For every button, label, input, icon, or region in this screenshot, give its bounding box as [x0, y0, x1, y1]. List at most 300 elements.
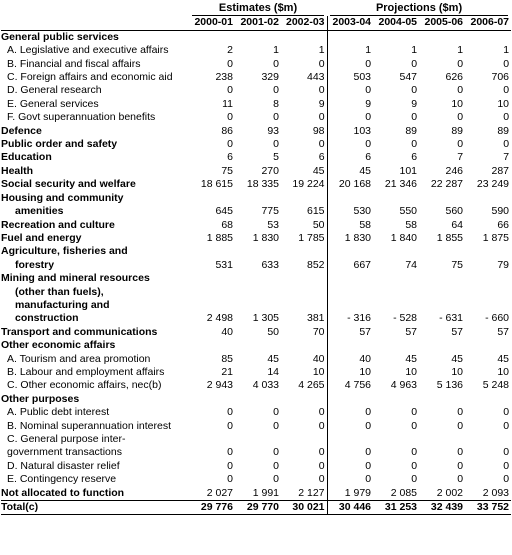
value-cell: 53	[267, 218, 279, 231]
row-label: D. Natural disaster relief	[7, 459, 120, 472]
value-cell: 58	[327, 219, 373, 232]
value-cell: 45	[312, 164, 325, 177]
table-row	[1, 326, 511, 339]
value-cell: 10	[405, 365, 418, 378]
value-cell: 0	[227, 138, 233, 151]
table-row	[1, 30, 511, 44]
value-cell	[189, 192, 235, 205]
value-cell: 21 346	[384, 178, 418, 191]
year-header: 2002-03	[281, 16, 327, 30]
value-cell: 0	[411, 419, 418, 432]
year-header: 2004-05	[373, 16, 419, 30]
table-row	[1, 473, 511, 486]
value-cell: 93	[267, 124, 279, 137]
table-body	[1, 30, 511, 515]
value-cell: 775	[261, 205, 279, 218]
value-cell	[465, 339, 511, 352]
year-header: 2003-04	[327, 16, 373, 30]
value-cell	[373, 286, 419, 299]
year-header: 2000-01	[189, 16, 235, 30]
table-row	[1, 487, 511, 501]
value-cell: 1 305	[252, 312, 279, 325]
value-cell: 0	[318, 459, 325, 472]
value-cell: 0	[227, 111, 233, 124]
value-cell	[373, 393, 419, 406]
value-cell: 103	[327, 125, 373, 138]
value-cell: 9	[327, 98, 373, 111]
value-cell: 645	[215, 205, 233, 218]
value-cell: 667	[327, 259, 373, 272]
value-cell: 0	[318, 111, 325, 124]
value-cell: 58	[405, 218, 418, 231]
value-cell: 0	[273, 419, 279, 432]
value-cell: 33 752	[465, 501, 511, 515]
value-cell	[281, 272, 327, 285]
value-cell: 0	[411, 473, 418, 486]
value-cell: 1	[457, 44, 464, 57]
value-cell: 0	[411, 406, 418, 419]
value-cell: 530	[327, 205, 373, 218]
row-label: amenities	[15, 205, 64, 218]
value-cell: 1 840	[390, 231, 418, 244]
value-cell	[327, 299, 373, 312]
value-cell: 1	[503, 44, 510, 57]
table-row	[1, 299, 511, 312]
value-cell	[465, 192, 511, 205]
value-cell: 1	[327, 44, 373, 57]
value-cell: 23 249	[476, 178, 510, 191]
value-cell	[281, 245, 327, 258]
value-cell: 2	[227, 44, 233, 57]
table-row	[1, 406, 511, 419]
value-cell: 1	[318, 44, 325, 57]
value-cell: 0	[227, 473, 233, 486]
value-cell: 75	[451, 258, 464, 271]
value-cell	[235, 272, 281, 285]
row-label: A. Legislative and executive affairs	[7, 44, 169, 57]
value-cell: 0	[227, 84, 233, 97]
value-cell: - 316	[327, 312, 373, 325]
value-cell	[419, 245, 465, 258]
value-cell: 7	[457, 151, 464, 164]
row-label: Social security and welfare	[1, 178, 136, 191]
table-row	[1, 165, 511, 178]
value-cell	[327, 339, 373, 352]
value-cell: 57	[451, 325, 464, 338]
value-cell: 40	[327, 353, 373, 366]
value-cell: - 528	[393, 312, 418, 325]
value-cell: 590	[491, 205, 510, 218]
year-header-row	[1, 16, 511, 30]
value-cell	[189, 272, 235, 285]
value-cell: 6	[227, 151, 233, 164]
value-cell: 20 168	[327, 178, 373, 191]
value-cell: 0	[318, 138, 325, 151]
value-cell: 0	[227, 57, 233, 70]
value-cell	[281, 433, 327, 446]
value-cell: 68	[221, 218, 233, 231]
value-cell: 2 085	[390, 486, 418, 499]
value-cell: 0	[503, 111, 510, 124]
value-cell: 0	[227, 419, 233, 432]
value-cell: 1 991	[252, 486, 279, 499]
value-cell: 2 093	[482, 486, 510, 499]
value-cell: 0	[318, 419, 325, 432]
value-cell: 5 136	[436, 379, 464, 392]
row-label: C. Foreign affairs and economic aid	[7, 71, 173, 84]
value-cell: 40	[221, 325, 233, 338]
value-cell: 1 885	[206, 231, 233, 244]
value-cell: 1 830	[252, 231, 279, 244]
value-cell	[235, 245, 281, 258]
value-cell: 4 033	[252, 379, 279, 392]
value-cell: 4 265	[298, 379, 325, 392]
value-cell: - 660	[485, 312, 510, 325]
value-cell: 45	[327, 165, 373, 178]
value-cell: 626	[445, 71, 464, 84]
row-label: E. Contingency reserve	[7, 473, 117, 486]
value-cell: 0	[411, 446, 418, 459]
value-cell: 1	[411, 44, 418, 57]
value-cell: 0	[273, 446, 279, 459]
value-cell: 19 224	[292, 178, 325, 191]
value-cell	[327, 393, 373, 406]
value-cell: 531	[215, 258, 233, 271]
value-cell	[281, 299, 327, 312]
value-cell: 29 776	[189, 501, 235, 515]
row-label: C. Other economic affairs, nec(b)	[7, 379, 162, 392]
value-cell: 0	[457, 446, 464, 459]
value-cell: 10	[451, 97, 464, 110]
value-cell	[189, 245, 235, 258]
year-header: 2005-06	[419, 16, 465, 30]
value-cell: 9	[318, 97, 325, 110]
row-label: F. Govt superannuation benefits	[7, 111, 156, 124]
value-cell	[419, 339, 465, 352]
value-cell: 50	[312, 218, 325, 231]
value-cell: 0	[457, 138, 464, 151]
value-cell: 0	[457, 406, 464, 419]
value-cell: 0	[503, 473, 510, 486]
value-cell: 98	[312, 124, 325, 137]
value-cell: 0	[227, 446, 233, 459]
value-cell: 11	[222, 97, 233, 110]
table-row	[1, 98, 511, 111]
row-label: Mining and mineral resources	[1, 272, 150, 285]
value-cell: 0	[503, 446, 510, 459]
table-row	[1, 420, 511, 433]
value-cell: 75	[221, 164, 233, 177]
value-cell: 89	[405, 124, 418, 137]
table-row	[1, 446, 511, 459]
value-cell	[189, 286, 235, 299]
value-cell: 0	[327, 473, 373, 486]
value-cell	[327, 272, 373, 285]
value-cell: 0	[411, 459, 418, 472]
row-label: Public order and safety	[1, 138, 118, 151]
value-cell: 50	[267, 325, 279, 338]
value-cell: 0	[327, 420, 373, 433]
value-cell: 2 027	[206, 486, 233, 499]
value-cell: 4 756	[327, 379, 373, 392]
value-cell: 2 498	[206, 312, 233, 325]
value-cell: 0	[457, 473, 464, 486]
value-cell: 0	[411, 138, 418, 151]
value-cell: 0	[457, 111, 464, 124]
value-cell	[373, 192, 419, 205]
value-cell: 287	[491, 164, 510, 177]
value-cell: 30 021	[281, 501, 327, 515]
table-row	[1, 138, 511, 151]
value-cell: 0	[273, 111, 279, 124]
value-cell: 0	[227, 459, 233, 472]
row-label: Housing and community	[1, 191, 124, 204]
value-cell: 0	[318, 406, 325, 419]
value-cell	[419, 393, 465, 406]
row-label: Education	[1, 151, 52, 164]
value-cell: 0	[457, 84, 464, 97]
table-row	[1, 192, 511, 205]
value-cell: 10	[497, 365, 510, 378]
value-cell: 706	[491, 71, 510, 84]
value-cell: 18 335	[246, 178, 279, 191]
row-label: B. Labour and employment affairs	[7, 365, 165, 378]
value-cell	[419, 299, 465, 312]
value-cell: 1 979	[327, 487, 373, 501]
value-cell	[373, 339, 419, 352]
value-cell: 0	[503, 84, 510, 97]
value-cell: 0	[327, 446, 373, 459]
value-cell	[465, 299, 511, 312]
value-cell: 381	[307, 312, 325, 325]
value-cell	[465, 393, 511, 406]
value-cell: 1 830	[327, 232, 373, 245]
value-cell	[189, 393, 235, 406]
value-cell	[419, 286, 465, 299]
value-cell	[327, 286, 373, 299]
table-row	[1, 205, 511, 218]
value-cell: 31 253	[373, 501, 419, 515]
value-cell	[465, 272, 511, 285]
value-cell: 0	[411, 111, 418, 124]
table-row	[1, 393, 511, 406]
row-label: Other economic affairs	[1, 339, 116, 352]
value-cell	[373, 299, 419, 312]
value-cell: 633	[261, 258, 279, 271]
value-cell: 14	[267, 365, 279, 378]
table-row	[1, 151, 511, 164]
value-cell	[373, 272, 419, 285]
table-row	[1, 111, 511, 124]
row-label: General public services	[1, 30, 119, 43]
value-cell: 2 002	[436, 486, 464, 499]
value-cell: 57	[405, 325, 418, 338]
value-cell: 0	[318, 473, 325, 486]
row-label: E. General services	[7, 97, 99, 110]
value-cell: 89	[451, 124, 464, 137]
year-header: 2001-02	[235, 16, 281, 30]
value-cell: 86	[221, 124, 233, 137]
value-cell: 30 446	[327, 501, 373, 515]
value-cell: 57	[327, 326, 373, 339]
value-cell	[235, 339, 281, 352]
value-cell: 32 439	[419, 501, 465, 515]
row-label: A. Tourism and area promotion	[7, 352, 151, 365]
value-cell: 0	[273, 84, 279, 97]
value-cell: 6	[327, 151, 373, 164]
value-cell	[373, 30, 419, 44]
table-row	[1, 259, 511, 272]
value-cell: 45	[267, 352, 279, 365]
table-row	[1, 71, 511, 84]
value-cell: 10	[497, 97, 510, 110]
value-cell: 503	[327, 71, 373, 84]
table-row	[1, 178, 511, 191]
value-cell: 22 287	[430, 178, 464, 191]
value-cell: 547	[399, 71, 418, 84]
value-cell: 0	[327, 460, 373, 473]
value-cell: 0	[327, 84, 373, 97]
value-cell	[419, 272, 465, 285]
value-cell: 0	[327, 406, 373, 419]
value-cell	[235, 393, 281, 406]
table-row	[1, 433, 511, 446]
value-cell	[419, 30, 465, 44]
value-cell	[235, 286, 281, 299]
row-label: B. Nominal superannuation interest	[7, 419, 172, 432]
value-cell	[235, 433, 281, 446]
row-label: manufacturing and	[15, 298, 110, 311]
value-cell	[281, 192, 327, 205]
value-cell: 74	[405, 258, 418, 271]
value-cell: 10	[327, 366, 373, 379]
value-cell	[235, 299, 281, 312]
value-cell: 0	[273, 406, 279, 419]
value-cell: 101	[399, 164, 418, 177]
table-row	[1, 125, 511, 138]
value-cell: 64	[451, 218, 464, 231]
value-cell: 4 963	[390, 379, 418, 392]
value-cell	[235, 30, 281, 44]
row-label: Recreation and culture	[1, 218, 115, 231]
value-cell: 0	[273, 57, 279, 70]
value-cell: 1	[273, 44, 279, 57]
column-group-header-row	[1, 2, 511, 16]
estimates-group-header: Estimates ($m)	[189, 2, 327, 16]
value-cell: 0	[318, 84, 325, 97]
value-cell	[327, 245, 373, 258]
value-cell: 270	[261, 164, 279, 177]
table-row	[1, 501, 511, 515]
row-label: D. General research	[7, 84, 102, 97]
value-cell: 10	[451, 365, 464, 378]
value-cell: 9	[411, 97, 418, 110]
value-cell: 1 875	[482, 231, 510, 244]
value-cell: 0	[503, 419, 510, 432]
value-cell: 1 785	[298, 231, 325, 244]
row-label: forestry	[15, 258, 55, 271]
value-cell	[189, 299, 235, 312]
value-cell: 560	[445, 205, 464, 218]
row-label: government transactions	[7, 446, 122, 459]
value-cell: 0	[411, 84, 418, 97]
value-cell: 2 127	[298, 486, 325, 499]
value-cell: 0	[227, 406, 233, 419]
value-cell	[465, 433, 511, 446]
row-label: C. General purpose inter-	[7, 433, 126, 445]
value-cell: 89	[497, 124, 510, 137]
value-cell: 57	[497, 325, 510, 338]
value-cell: 7	[503, 151, 510, 164]
value-cell: 238	[215, 71, 233, 84]
table-row	[1, 272, 511, 285]
value-cell: 0	[327, 58, 373, 71]
value-cell: 246	[445, 164, 464, 177]
value-cell: 45	[497, 352, 510, 365]
value-cell: 29 770	[235, 501, 281, 515]
value-cell: 8	[273, 97, 279, 110]
value-cell	[327, 192, 373, 205]
value-cell	[327, 30, 373, 44]
table-row	[1, 58, 511, 71]
row-label: Total(c)	[1, 501, 189, 515]
value-cell	[235, 192, 281, 205]
table-row	[1, 232, 511, 245]
row-label: Health	[1, 164, 34, 177]
row-label: Transport and communications	[1, 325, 158, 338]
table-row	[1, 339, 511, 352]
value-cell	[373, 433, 419, 446]
value-cell: 0	[503, 406, 510, 419]
value-cell	[281, 30, 327, 44]
value-cell: 45	[451, 352, 464, 365]
row-label: A. Public debt interest	[7, 406, 110, 419]
value-cell: 443	[307, 71, 325, 84]
value-cell	[189, 339, 235, 352]
value-cell: - 631	[439, 312, 464, 325]
value-cell: 0	[503, 57, 510, 70]
value-cell: 6	[411, 151, 418, 164]
expenditure-by-function-table	[1, 2, 511, 515]
value-cell: 5 248	[482, 379, 510, 392]
header-label-cell	[1, 16, 189, 30]
value-cell	[281, 393, 327, 406]
value-cell: 2 943	[206, 379, 233, 392]
value-cell: 0	[457, 459, 464, 472]
table-row	[1, 219, 511, 232]
value-cell: 0	[411, 57, 418, 70]
table-row	[1, 460, 511, 473]
table-row	[1, 286, 511, 299]
value-cell	[189, 433, 235, 446]
value-cell: 10	[312, 365, 325, 378]
row-label: (other than fuels),	[15, 285, 104, 298]
value-cell: 0	[327, 111, 373, 124]
value-cell	[419, 433, 465, 446]
value-cell: 0	[273, 138, 279, 151]
header-blank	[1, 2, 189, 16]
value-cell: 18 615	[200, 178, 233, 191]
row-label: Agriculture, fisheries and	[1, 245, 128, 258]
value-cell: 0	[503, 138, 510, 151]
row-label: Not allocated to function	[1, 486, 125, 499]
table-row	[1, 84, 511, 97]
value-cell	[189, 30, 235, 44]
value-cell	[281, 339, 327, 352]
value-cell: 0	[327, 138, 373, 151]
table-row	[1, 379, 511, 392]
value-cell: 45	[405, 352, 418, 365]
